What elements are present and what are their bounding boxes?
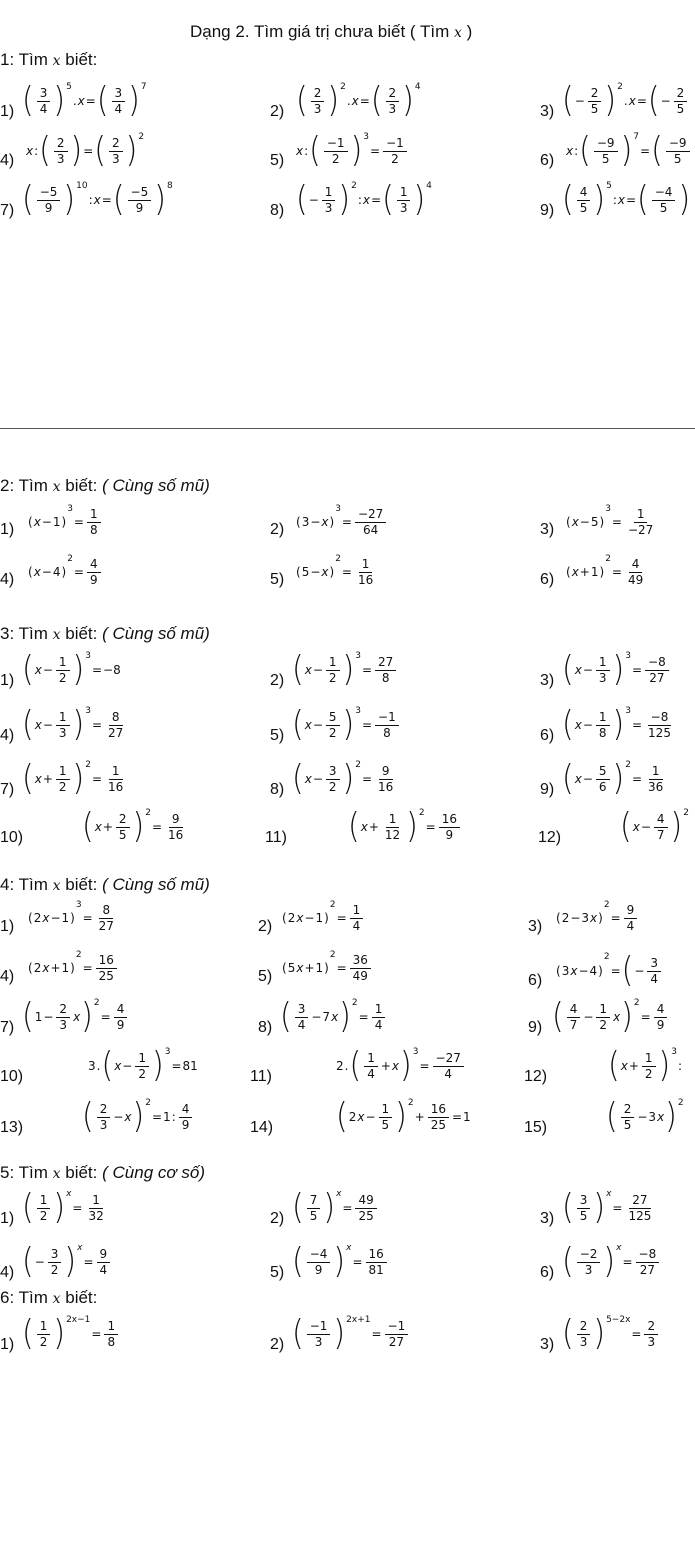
problem-number: 14) (250, 1119, 274, 1136)
math-expression: ( x + 1 ) 2 = $\frac{4}{49}$ (566, 554, 644, 587)
problem-number: 4) (0, 152, 15, 169)
problem-number: 9) (540, 202, 555, 219)
math-expression: ( x + $\frac{2}{5}$ ) 2 = $\frac{9}{16}$ (82, 806, 184, 847)
problem-number: 4) (0, 727, 15, 744)
math-expression: ( $\frac{3}{4}$ − 7 x ) 2 = $\frac{1}{4}$ (280, 1002, 387, 1032)
math-expression: ( x + $\frac{1}{2}$ ) 2 = $\frac{1}{16}$ (22, 758, 124, 799)
math-expression: ( x − $\frac{1}{2}$ ) 3 = −8 (22, 649, 121, 690)
problem-number: 7) (0, 202, 15, 219)
problem-number: 2) (270, 521, 285, 538)
problem-number: 1) (0, 521, 15, 538)
problem-number: 6) (528, 972, 543, 989)
problem-number: 5) (258, 968, 273, 985)
math-expression: x : ( $\frac{2}{3}$ ) = ( $\frac{2}{3}$ ) 2 (26, 130, 145, 171)
math-expression: ( $\frac{2}{3}$ − x ) 2 = 1 : $\frac{4}{9}$ (82, 1102, 194, 1132)
math-expression: ( $\frac{-1}{3}$ ) 2x+1 = $\frac{-1}{27}$ (292, 1319, 410, 1349)
problem-number: 2) (270, 1336, 285, 1353)
problem-number: 1) (0, 672, 15, 689)
problem-number: 11) (250, 1068, 272, 1085)
math-expression: ( $\frac{1}{2}$ ) 2x−1 = $\frac{1}{8}$ (22, 1319, 120, 1349)
math-expression: ( x − $\frac{5}{6}$ ) 2 = $\frac{1}{36}$ (562, 758, 664, 799)
problem-number: 3) (540, 521, 555, 538)
page-title: Dạng 2. Tìm giá trị chưa biết ( Tìm x ) (190, 22, 473, 41)
problem-number: 10) (0, 829, 24, 846)
math-expression: ( $\frac{-5}{9}$ ) 10 : x = ( $\frac{-5}{9}$ ) 8 (22, 179, 173, 220)
problem-number: 4) (0, 968, 15, 985)
problem-number: 8) (258, 1019, 273, 1036)
problem-number: 5) (270, 152, 285, 169)
math-expression: ( x − $\frac{5}{2}$ ) 3 = $\frac{-1}{8}$ (292, 710, 401, 740)
section-5-heading: 5: Tìm x biết: ( Cùng cơ số) (0, 1163, 205, 1182)
problem-number: 5) (270, 1264, 285, 1281)
math-expression: ( x + $\frac{1}{12}$ ) 2 = $\frac{16}{9}$ (348, 812, 462, 842)
math-expression: ( 2 − 3 x ) 2 = $\frac{9}{4}$ (556, 904, 639, 932)
problem-number: 7) (0, 781, 15, 798)
math-expression: ( $\frac{1}{2}$ ) x = $\frac{1}{32}$ (22, 1187, 104, 1228)
problem-number: 7) (0, 1019, 15, 1036)
problem-number: 1) (0, 1210, 15, 1227)
problem-number: 4) (0, 571, 15, 588)
section-1-heading: 1: Tìm x biết: (0, 50, 98, 69)
math-expression: x : ( $\frac{-9}{5}$ ) 7 = ( $\frac{-9}{5}$ (566, 136, 692, 166)
math-expression: ( x − 4 ) 2 = $\frac{4}{9}$ (28, 558, 103, 586)
problem-number: 5) (270, 571, 285, 588)
math-expression: ( − $\frac{3}{2}$ ) x = $\frac{9}{4}$ (22, 1247, 112, 1277)
math-expression: ( x − $\frac{1}{8}$ ) 3 = $\frac{-8}{125}$ (562, 704, 671, 745)
math-expression: ( $\frac{3}{4}$ ) 5 . x = ( $\frac{3}{4}$ ) 7 (22, 80, 147, 121)
math-expression: x : ( $\frac{-1}{2}$ ) 3 = $\frac{-1}{2}$ (296, 136, 409, 166)
problem-number: 3) (540, 672, 555, 689)
problem-number: 10) (0, 1068, 24, 1085)
problem-number: 13) (0, 1119, 24, 1136)
math-expression: 3 . ( x − $\frac{1}{2}$ ) 3 = 81 (88, 1045, 198, 1086)
problem-number: 2) (270, 672, 285, 689)
math-expression: ( $\frac{3}{5}$ ) x = $\frac{27}{125}$ (562, 1187, 652, 1228)
math-expression: ( $\frac{2}{5}$ − 3 x ) 2 (606, 1096, 684, 1137)
problem-number: 6) (540, 152, 555, 169)
problem-number: 9) (540, 781, 555, 798)
problem-number: 2) (258, 918, 273, 935)
math-expression: ( 2 x − 1 ) 2 = $\frac{1}{4}$ (282, 904, 365, 932)
problem-number: 3) (540, 103, 555, 120)
math-expression: ( $\frac{2}{3}$ ) 5−2x = $\frac{2}{3}$ (562, 1319, 660, 1349)
problem-number: 2) (270, 103, 285, 120)
problem-number: 2) (270, 1210, 285, 1227)
section-4-heading: 4: Tìm x biết: ( Cùng số mũ) (0, 875, 210, 894)
math-expression: ( − $\frac{2}{5}$ ) 2 . x = ( − $\frac{2}{5}$ (562, 86, 689, 116)
math-expression: ( x − $\frac{1}{3}$ ) 3 = $\frac{-8}{27}$ (562, 655, 671, 685)
math-expression: ( x − $\frac{1}{3}$ ) 3 = $\frac{8}{27}$ (22, 704, 124, 745)
math-expression: ( x + $\frac{1}{2}$ ) 3 : (608, 1045, 683, 1086)
math-expression: ( $\frac{-2}{3}$ ) x = $\frac{-8}{27}$ (562, 1247, 661, 1277)
math-expression: ( x − $\frac{1}{2}$ ) 3 = $\frac{27}{8}$ (292, 655, 398, 685)
problem-number: 11) (265, 829, 287, 846)
section-2-heading: 2: Tìm x biết: ( Cùng số mũ) (0, 476, 210, 495)
problem-number: 6) (540, 1264, 555, 1281)
section-3-heading: 3: Tìm x biết: ( Cùng số mũ) (0, 624, 210, 643)
page-divider (0, 428, 695, 429)
problem-number: 8) (270, 781, 285, 798)
math-expression: ( 5 − x ) 2 = $\frac{1}{16}$ (296, 554, 374, 587)
math-expression: ( 5 x + 1 ) 2 = $\frac{36}{49}$ (282, 954, 373, 982)
problem-number: 6) (540, 571, 555, 588)
math-expression: 2 . ( $\frac{1}{4}$ + x ) 3 = $\frac{-27}{4}$ (336, 1051, 466, 1081)
math-expression: ( $\frac{2}{3}$ ) 2 . x = ( $\frac{2}{3}$ ) 4 (296, 80, 421, 121)
math-expression: ( 3 − x ) 3 = $\frac{-27}{64}$ (296, 508, 388, 536)
section-6-heading: 6: Tìm x biết: (0, 1288, 98, 1307)
math-expression: ( 3 x − 4 ) 2 = ( − $\frac{3}{4}$ (556, 956, 663, 986)
problem-number: 15) (524, 1119, 548, 1136)
math-expression: ( 2 x + 1 ) 2 = $\frac{16}{25}$ (28, 954, 119, 982)
math-expression: ( x − $\frac{3}{2}$ ) 2 = $\frac{9}{16}$ (292, 758, 394, 799)
math-expression: ( $\frac{-4}{9}$ ) x = $\frac{16}{81}$ (292, 1247, 389, 1277)
math-expression: ( $\frac{4}{7}$ − $\frac{1}{2}$ x ) 2 = $\frac{4}{9}$ (552, 1002, 669, 1032)
problem-number: 4) (0, 1264, 15, 1281)
problem-number: 3) (540, 1210, 555, 1227)
problem-number: 3) (528, 918, 543, 935)
problem-number: 12) (538, 829, 562, 846)
math-expression: ( 2 x − $\frac{1}{5}$ ) 2 + $\frac{16}{25}$ = 1 (336, 1096, 471, 1137)
math-expression: ( 2 x − 1 ) 3 = $\frac{8}{27}$ (28, 900, 114, 933)
problem-number: 9) (528, 1019, 543, 1036)
math-expression: ( 1 − $\frac{2}{3}$ x ) 2 = $\frac{4}{9}$ (22, 1002, 129, 1032)
problem-number: 1) (0, 918, 15, 935)
math-expression: ( − $\frac{1}{3}$ ) 2 : x = ( $\frac{1}{3}$ ) 4 (296, 179, 432, 220)
problem-number: 5) (270, 727, 285, 744)
problem-number: 1) (0, 103, 15, 120)
math-expression: ( $\frac{4}{5}$ ) 5 : x = ( $\frac{-4}{5}$ ) (562, 179, 691, 220)
math-expression: ( x − 5 ) 3 = $\frac{1}{-27}$ (566, 504, 654, 537)
math-expression: ( x − $\frac{4}{7}$ ) 2 (620, 806, 689, 847)
problem-number: 12) (524, 1068, 548, 1085)
problem-number: 3) (540, 1336, 555, 1353)
problem-number: 1) (0, 1336, 15, 1353)
math-expression: ( x − 1 ) 3 = $\frac{1}{8}$ (28, 508, 103, 536)
problem-number: 6) (540, 727, 555, 744)
problem-number: 8) (270, 202, 285, 219)
math-expression: ( $\frac{7}{5}$ ) x = $\frac{49}{25}$ (292, 1193, 379, 1223)
